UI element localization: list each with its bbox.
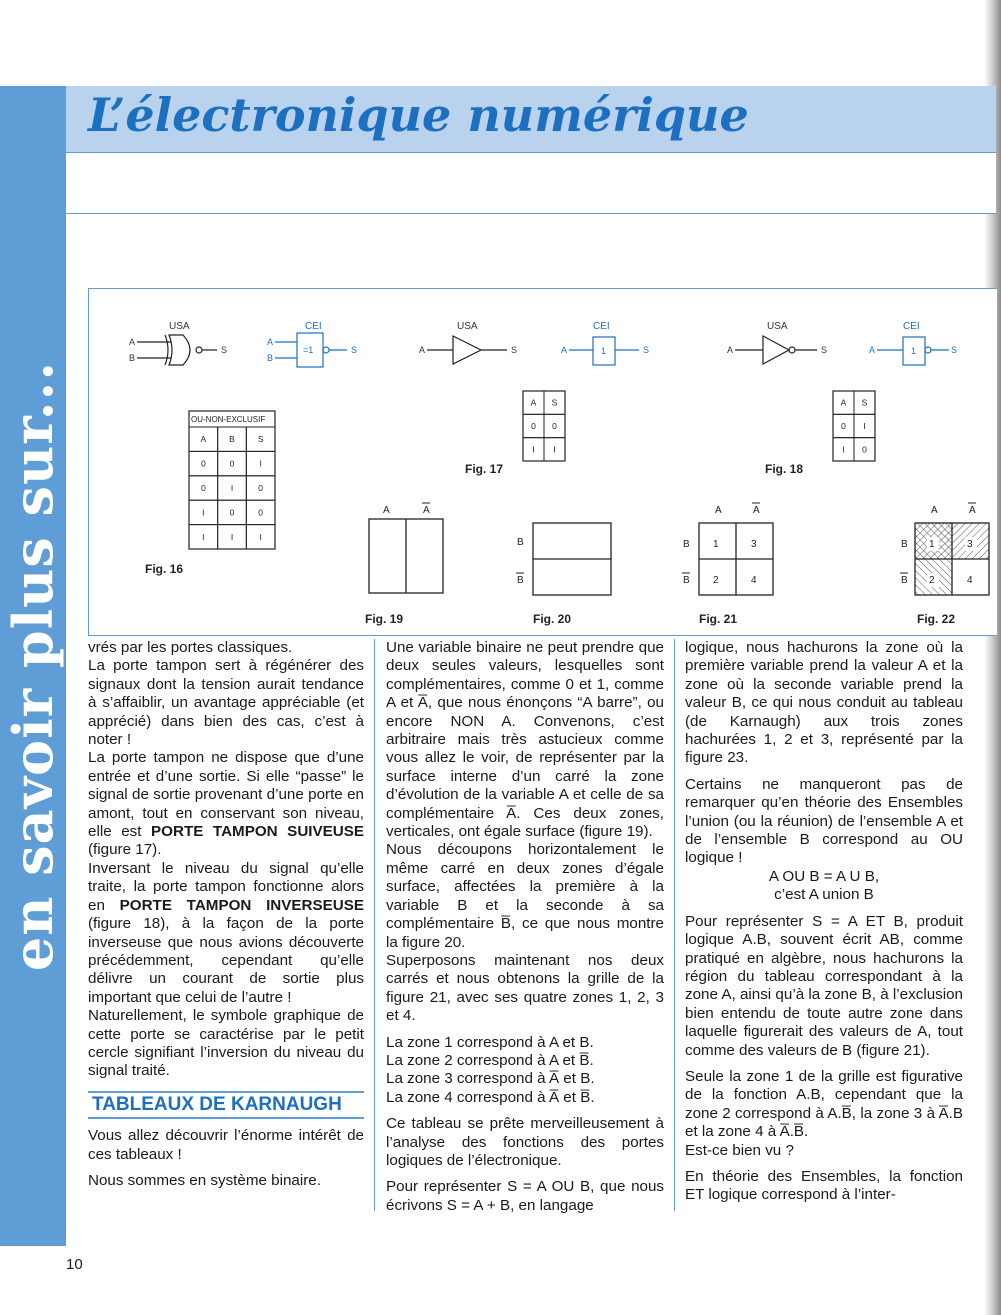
col2-p1: Une variable binaire ne peut prendre que deux seules valeurs, lesquelles sont complémentaires, comme 0 et 1, comme A et A̅, que nous énonçons “A barre”, ou encore NON A. Convenons, c’est arbitraire mais très astucieux comme vous allez le voir, de représenter par la surface interne d’un carré la zone d’évolution de la variable A et celle de sa complémentaire A̅. Ces deux zones, verticales, ont égale surface (figure 19).: [386, 639, 664, 841]
col2-zone-3: La zone 3 correspond à A̅ et B.: [386, 1070, 595, 1088]
fig17-cell: 0: [552, 420, 557, 431]
col1-p7: Nous sommes en système binaire.: [88, 1171, 321, 1189]
fig16-cell: 0: [200, 483, 206, 493]
fig17-cei-label: CEI: [593, 321, 610, 332]
fig21-zone-3: 3: [751, 539, 757, 550]
fig18-cell: 0: [862, 444, 867, 455]
text-column-1: [88, 639, 364, 1190]
fig16-truth-table: [189, 411, 275, 549]
fig21-diagram: [682, 503, 773, 595]
fig18-cell: A: [840, 397, 847, 408]
col2-p2: Nous découpons horizontalement le même carré en deux zones d’égale surface, affectées la première à la variable B et la seconde à sa complémentaire B̅, ce que nous montre la figure 20.: [386, 841, 664, 951]
fig16-symbols: [129, 321, 357, 367]
text-column-2: [386, 639, 664, 1215]
fig17-out: S: [511, 345, 518, 355]
fig17-cell: I: [532, 444, 535, 455]
fig17-cei-out: S: [643, 345, 650, 355]
fig20-b: B: [517, 537, 524, 548]
fig16-cell: 0: [229, 458, 235, 469]
fig19-caption: Fig. 19: [365, 612, 404, 626]
fig22-a: A: [931, 505, 938, 516]
text-column-3: [685, 639, 963, 1205]
col3-p5: Est-ce bien vu ?: [685, 1141, 794, 1159]
fig20-caption: Fig. 20: [533, 612, 572, 626]
fig21-zone-2: 2: [713, 575, 719, 586]
header-blank-band: [66, 152, 996, 214]
xnor-extra-arc: [165, 335, 168, 365]
fig16-cell: 0: [258, 483, 264, 493]
fig22-zone-1: 1: [929, 539, 935, 550]
col1-p4-text: Inversant le niveau du signal qu’elle traite, la porte tampon fonctionne alors en: [88, 859, 364, 914]
fig16-cei-in-a: A: [267, 337, 274, 347]
fig16-cell: I: [230, 483, 234, 493]
fig16-cell: B: [229, 434, 235, 445]
fig18-truth-table: [833, 391, 875, 461]
fig18-symbols: [727, 321, 957, 365]
fig17-cell: A: [530, 397, 537, 408]
fig16-caption: Fig. 16: [145, 562, 184, 576]
fig21-zone-4: 4: [751, 575, 757, 586]
fig16-cei-out: S: [351, 345, 358, 355]
sidebar-text: en savoir plus sur...: [1, 360, 65, 972]
page-title: L’électronique numérique: [88, 88, 749, 142]
fig22-zone-3: 3: [967, 539, 973, 550]
col3-p1: logique, nous hachurons la zone où la première variable prend la valeur A et la zone où la seconde variable prend la valeur B, ce qui nous conduit au tableau (de Karnaugh) aux trois zones hachurées 1, 2 et 3, représenté par la figure 23.: [685, 639, 963, 767]
fig21-zone-1: 1: [713, 539, 719, 550]
fig22-diagram: [900, 503, 989, 595]
fig18-out: S: [821, 345, 828, 355]
col3-p2: Certains ne manqueront pas de remarquer qu’en théorie des Ensembles l’union (ou la réunion) de l’ensemble A et de l’ensemble B correspond au OU logique !: [685, 775, 963, 867]
fig17-usa-label: USA: [457, 321, 478, 332]
fig17-symbols: [419, 321, 649, 365]
fig17-cell: S: [551, 397, 558, 408]
fig16-cell: S: [257, 434, 264, 445]
figure-panel: [88, 288, 997, 636]
fig19-abar: A: [423, 505, 430, 516]
fig22-zone-4: 4: [967, 575, 973, 586]
fig18-cei-label: CEI: [903, 321, 920, 332]
fig16-cell: I: [202, 507, 205, 518]
xnor-gate-body: [169, 335, 190, 365]
fig18-table-cells: [833, 391, 875, 461]
col1-p3-bold: PORTE TAMPON SUIVEUSE: [151, 823, 364, 841]
fig21-b: B: [683, 539, 690, 550]
fig16-cell: I: [259, 458, 262, 469]
col1-p5: Naturellement, le symbole graphique de cette porte se caractérise par le petit cercle signifiant l’inversion du niveau du signal traité.: [88, 1007, 364, 1080]
fig22-b: B: [901, 539, 908, 550]
col2-zone-1: La zone 1 correspond à A et B.: [386, 1033, 594, 1051]
fig21-abar: A: [753, 505, 760, 516]
fig17-cell: I: [553, 444, 556, 455]
fig17-truth-table: [523, 391, 565, 461]
fig16-cei-in-b: B: [267, 353, 274, 363]
col1-p2: La porte tampon sert à régénérer des signaux dont la tension aurait tendance à s’affaiblir, un avantage appréciable (et apprécié) dans bien des cas, c’est à noter !: [88, 657, 364, 749]
fig16-cell: I: [230, 531, 234, 542]
fig17-cell: 0: [531, 420, 536, 431]
fig16-cei-label: CEI: [305, 321, 322, 332]
fig20-bbar: B: [517, 575, 524, 586]
fig17-cei-gate: 1: [601, 346, 607, 356]
fig22-bbar: B: [901, 575, 908, 586]
fig18-cell: I: [863, 420, 866, 431]
col1-p3-end: (figure 17).: [88, 841, 162, 859]
col3-p6: En théorie des Ensembles, la fonction ET logique correspond à l’inter-: [685, 1167, 963, 1204]
fig19-diagram: [369, 503, 443, 593]
fig18-cei-gate: 1: [911, 346, 917, 356]
col3-formula-1: A OU B = A U B,: [768, 867, 880, 885]
col1-p6: Vous allez découvrir l’énorme intérêt de ces tableaux !: [88, 1127, 364, 1163]
fig16-cell: I: [259, 531, 262, 542]
fig19-a: A: [383, 505, 390, 516]
fig16-cell: 0: [229, 507, 235, 518]
section-heading-karnaugh: TABLEAUX DE KARNAUGH: [88, 1091, 364, 1119]
fig17-cei-in-a: A: [561, 345, 568, 355]
col3-p3: Pour représenter S = A ET B, produit logique A.B, souvent écrit AB, comme pratiqué en algèbre, nous hachurons la région du tableau correspondant à la zone A, ainsi qu’à la zone B, à l’exclusion bien entendu de toute autre zone dans laquelle figurerait des valeurs de A, tout comme des valeurs de B (figure 21).: [685, 912, 963, 1059]
fig21-a: A: [715, 505, 722, 516]
fig18-cell: S: [861, 397, 868, 408]
fig18-caption: Fig. 18: [765, 462, 804, 476]
sidebar-banner: [0, 86, 66, 1246]
fig16-cell: 0: [258, 507, 264, 518]
col1-p3: [88, 749, 364, 859]
page-number: 10: [66, 1256, 83, 1273]
column-rule-2: [674, 639, 675, 1211]
fig18-cei-out: S: [951, 345, 958, 355]
fig18-cell: 0: [841, 420, 846, 431]
col2-zone-4: La zone 4 correspond à A̅ et B̅.: [386, 1088, 595, 1106]
fig17-caption: Fig. 17: [465, 462, 504, 476]
col3-formula-2: c’est A union B: [774, 886, 874, 904]
fig22-abar: A: [969, 505, 976, 516]
fig16-table-title: OU-NON-EXCLUSIF: [191, 415, 266, 424]
col1-p1: vrés par les portes classiques.: [88, 639, 293, 656]
fig20-diagram: [516, 523, 611, 595]
fig21-bbar: B: [683, 575, 690, 586]
fig18-in-a: A: [727, 345, 734, 355]
fig17-table-cells: [523, 391, 565, 461]
col2-p4: Ce tableau se prête merveilleusement à l’analyse des fonctions des portes logiques de l’électronique.: [386, 1115, 664, 1169]
fig16-in-a: A: [129, 337, 136, 347]
fig18-cell: I: [842, 444, 845, 455]
fig21-caption: Fig. 21: [699, 612, 738, 626]
fig16-cei-gate: =1: [303, 345, 314, 355]
col1-p4: [88, 860, 364, 1007]
col2-zone-2: La zone 2 correspond à A et B̅.: [386, 1051, 594, 1069]
fig16-usa-label: USA: [169, 321, 190, 332]
col1-p4-bold: PORTE TAMPON INVERSEUSE: [119, 896, 364, 914]
fig16-in-b: B: [129, 353, 136, 363]
fig16-cell: I: [202, 531, 205, 542]
column-rule-1: [374, 639, 375, 1211]
fig18-usa-label: USA: [767, 321, 788, 332]
fig16-cell: 0: [200, 458, 206, 469]
fig16-out: S: [221, 345, 228, 355]
fig16-table-cells: [189, 427, 275, 549]
col3-p4: Seule la zone 1 de la grille est figurative de la fonction A.B, cependant que la zone 2 correspond à A.B̅, la zone 3 à A̅.B et la zone 4 à A̅.B̅.: [685, 1067, 963, 1141]
col2-p5: Pour représenter S = A OU B, que nous écrivons S = A + B, en langage: [386, 1178, 664, 1214]
col2-p3: Superposons maintenant nos deux carrés et nous obtenons la grille de la figure 21, avec ses quatre zones 1, 2, 3 et 4.: [386, 951, 664, 1025]
fig16-cell: A: [200, 434, 207, 445]
fig17-in-a: A: [419, 345, 426, 355]
figures-svg: [89, 289, 997, 635]
col1-p4-end: (figure 18), à la façon de la porte inverseuse que nous avions découverte précédemment, cependant qu’elle délivre un courant de sortie plus important que celui de l’autre !: [88, 915, 364, 1006]
fig22-zone-2: 2: [929, 575, 935, 586]
fig18-cei-in-a: A: [869, 345, 876, 355]
col1-p3-text: La porte tampon ne dispose que d’une entrée et d’une sortie. Si elle “passe” le signal de sortie provenant d’une porte en amont, tout en conservant son niveau, elle est: [88, 749, 364, 841]
fig22-caption: Fig. 22: [917, 612, 956, 626]
